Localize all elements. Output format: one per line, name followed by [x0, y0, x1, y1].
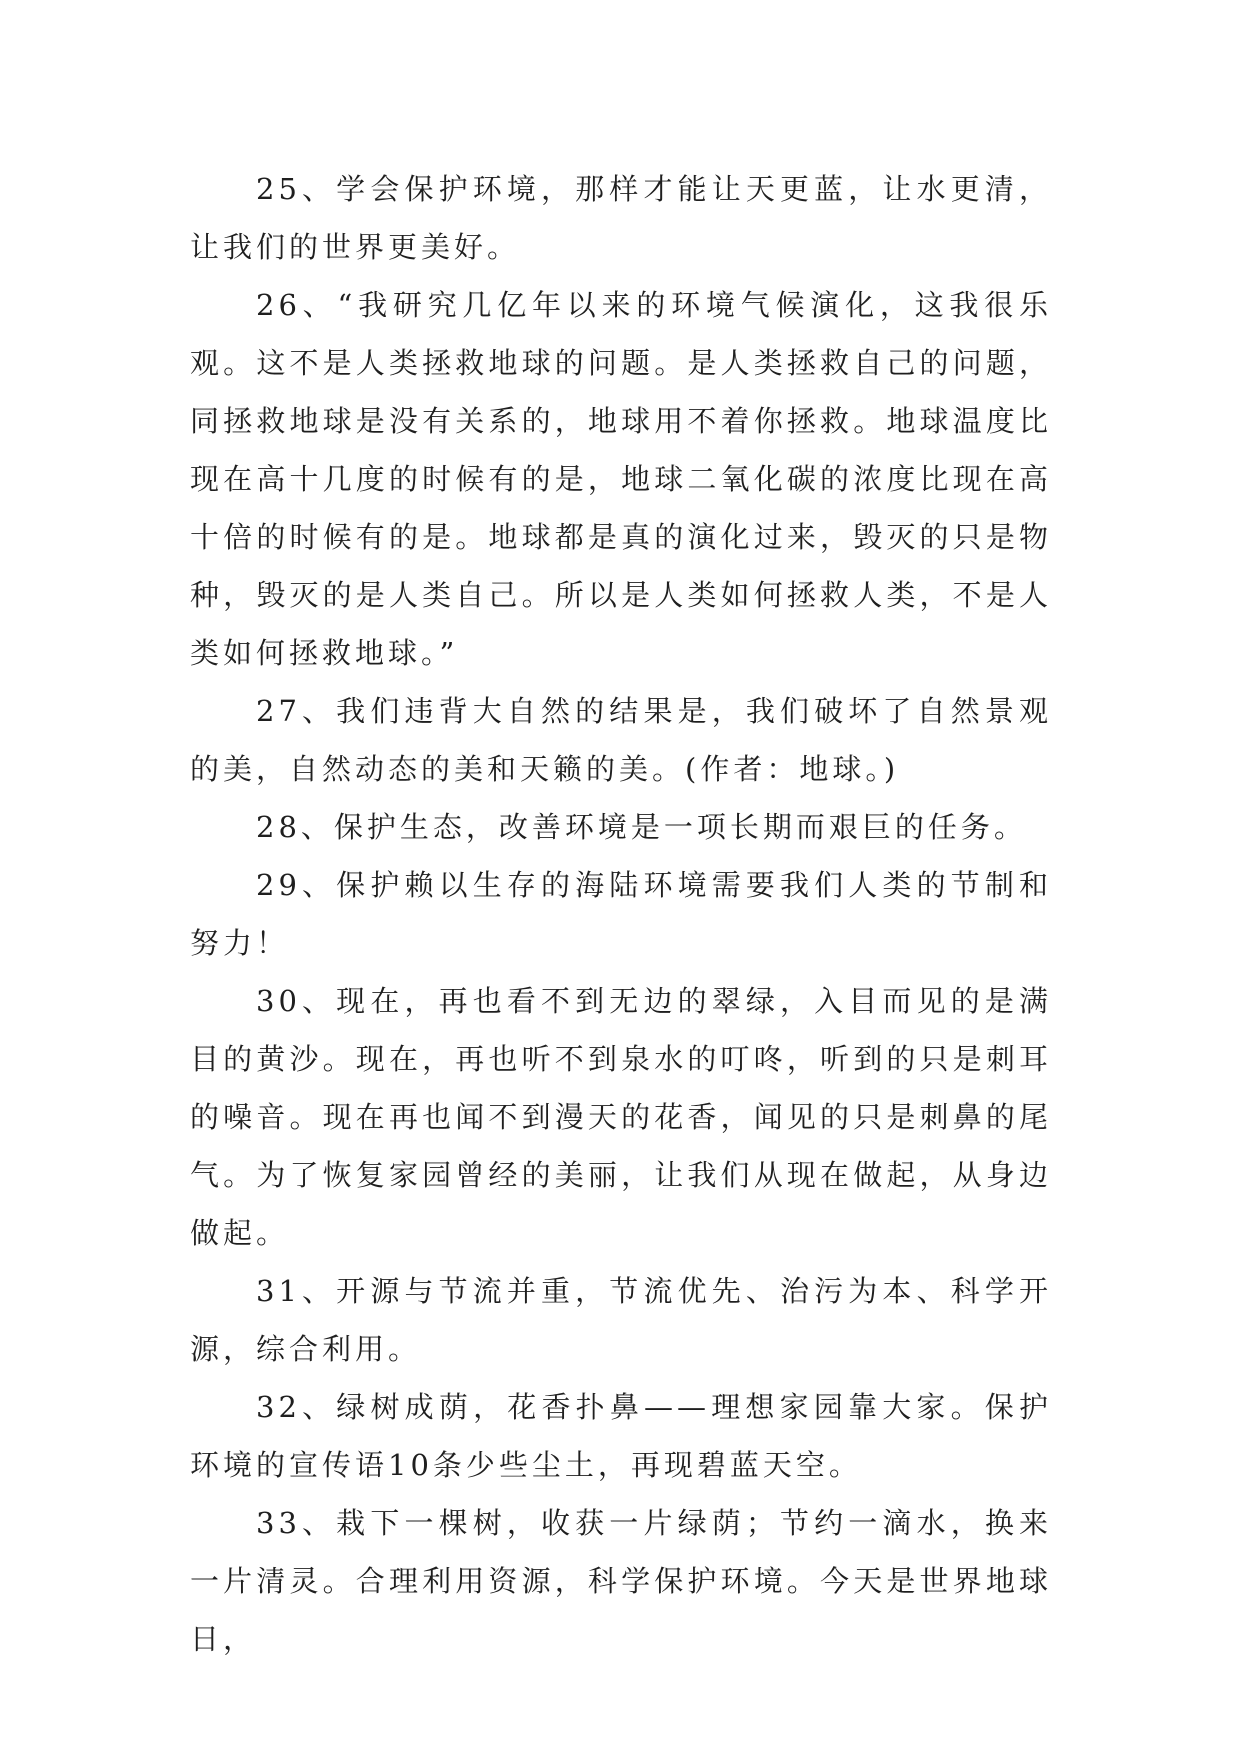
paragraph-30: 30、现在，再也看不到无边的翠绿，入目而见的是满目的黄沙。现在，再也听不到泉水的叮咚，听到的只是刺耳的噪音。现在再也闻不到漫天的花香，闻见的只是刺鼻的尾气。为了恢复家园曾经的美丽，让我们从现在做起，从身边做起。 — [190, 984, 1052, 1250]
paragraph-25: 25、学会保护环境，那样才能让天更蓝，让水更清，让我们的世界更美好。 — [190, 172, 1052, 264]
document-body — [190, 160, 1052, 1668]
paragraph-28: 28、保护生态，改善环境是一项长期而艰巨的任务。 — [256, 810, 1027, 844]
paragraph-29: 29、保护赖以生存的海陆环境需要我们人类的节制和努力！ — [190, 868, 1052, 960]
paragraph-26: 26、“我研究几亿年以来的环境气候演化，这我很乐观。这不是人类拯救地球的问题。是人类拯救自己的问题，同拯救地球是没有关系的，地球用不着你拯救。地球温度比现在高十几度的时候有的是，地球二氧化碳的浓度比现在高十倍的时候有的是。地球都是真的演化过来，毁灭的只是物种，毁灭的是人类自己。所以是人类如何拯救人类，不是人类如何拯救地球。” — [190, 288, 1052, 670]
paragraph-32: 32、绿树成荫，花香扑鼻——理想家园靠大家。保护环境的宣传语10条少些尘土，再现碧蓝天空。 — [190, 1390, 1052, 1482]
paragraph-31: 31、开源与节流并重，节流优先、治污为本、科学开源，综合利用。 — [190, 1274, 1052, 1366]
paragraph-33: 33、栽下一棵树，收获一片绿荫；节约一滴水，换来一片清灵。合理利用资源，科学保护环境。今天是世界地球日， — [190, 1506, 1052, 1656]
paragraph-27: 27、我们违背大自然的结果是，我们破坏了自然景观的美，自然动态的美和天籁的美。(作者：地球。) — [190, 694, 1052, 786]
